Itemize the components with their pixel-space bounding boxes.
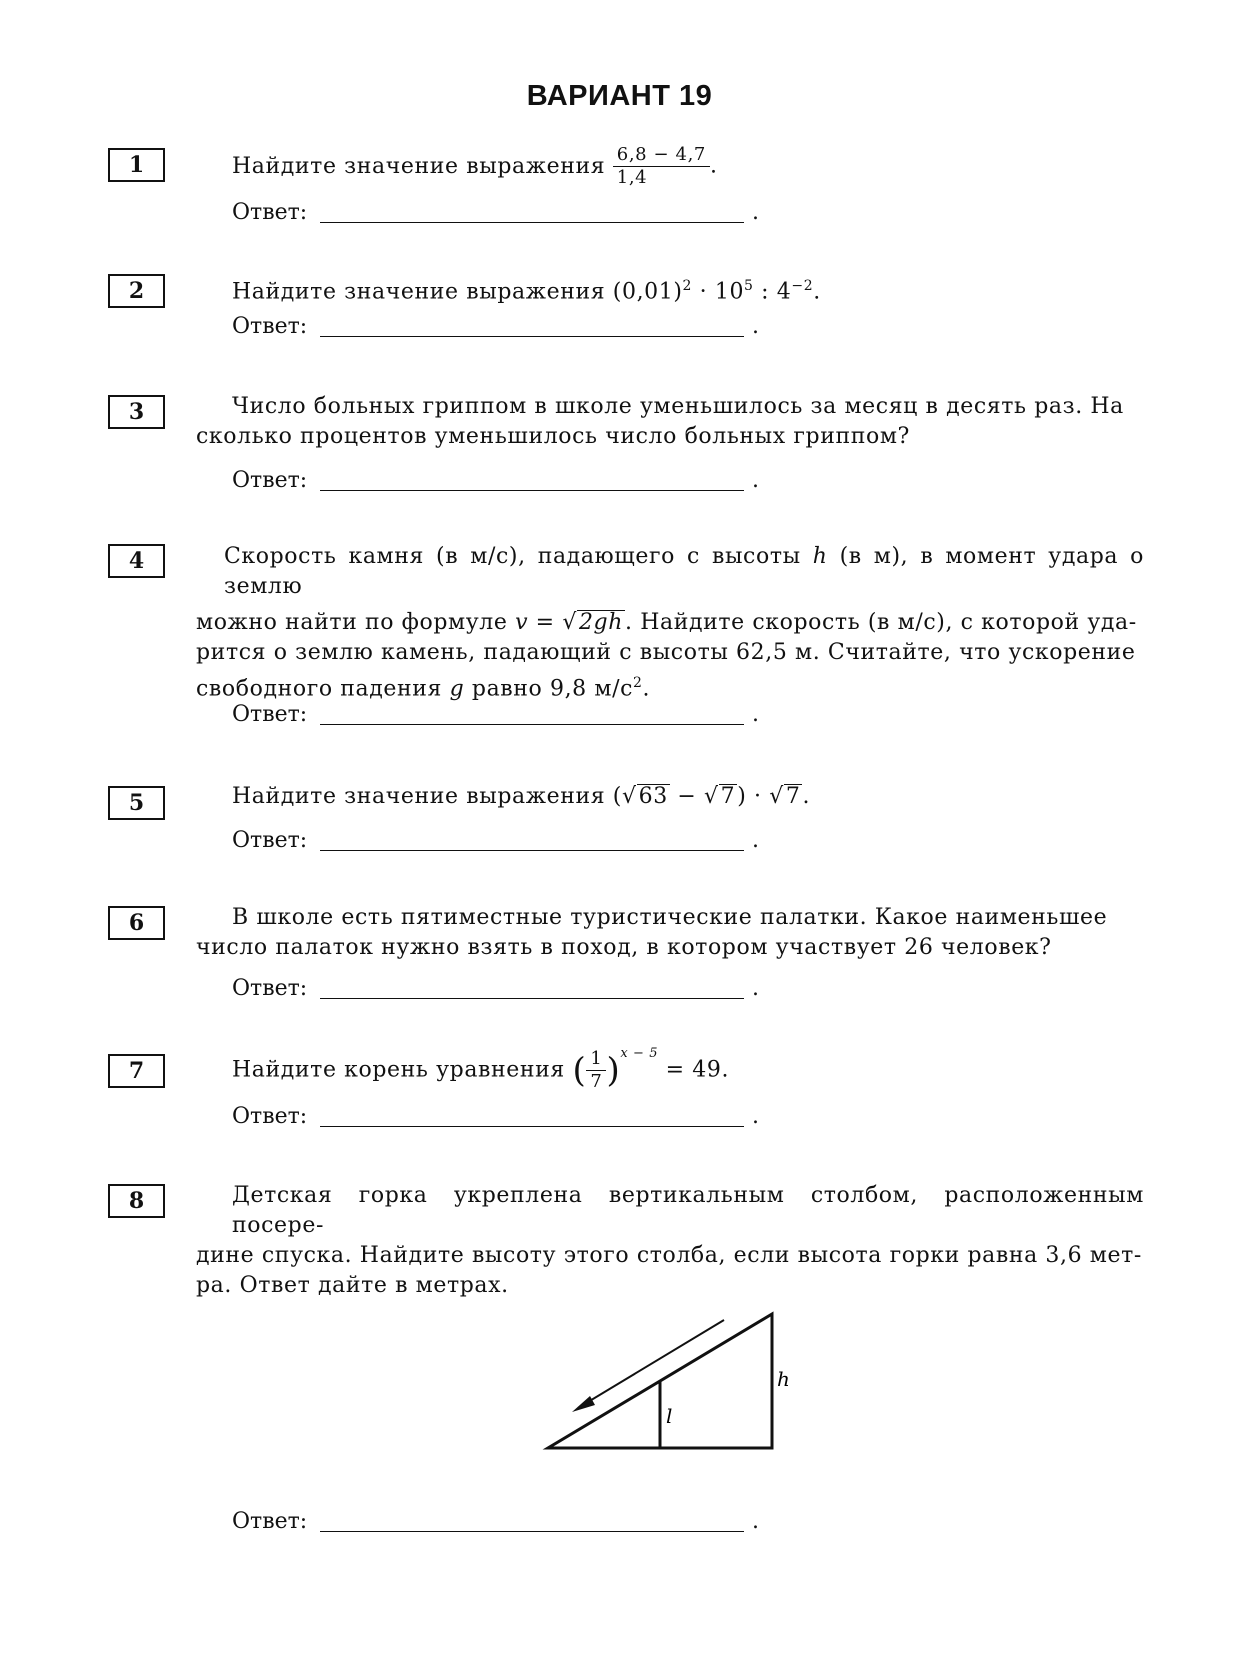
text-line: рится о землю камень, падающий с высоты 62,5 м. Считайте, что ускорение <box>196 640 1136 665</box>
exponent: 2 <box>682 278 693 294</box>
answer-end: . <box>752 1104 759 1129</box>
fraction <box>586 1048 606 1093</box>
answer-label: Ответ: <box>232 828 308 853</box>
task-number: 5 <box>108 786 165 820</box>
answer-end: . <box>752 828 759 853</box>
task-2-part: · 10 <box>692 279 745 305</box>
text-line <box>196 1181 1144 1241</box>
task-5-part: ) · <box>737 784 770 809</box>
text-line-1: Число больных гриппом в школе уменьшилось за месяц в десять раз. На <box>232 394 1124 419</box>
exponent: 5 <box>744 278 754 294</box>
task-number: 3 <box>108 395 165 429</box>
task-number: 4 <box>108 544 165 578</box>
text-line-2: число палаток нужно взять в поход, в котором участвует 26 человек? <box>196 935 1052 960</box>
task-3-text <box>196 392 1144 452</box>
direction-arrow-line <box>578 1320 724 1408</box>
text-line <box>196 903 1144 933</box>
answer-label: Ответ: <box>232 468 308 493</box>
task-8-text <box>196 1181 1144 1301</box>
task-4-text <box>196 542 1144 704</box>
answer-end: . <box>752 976 759 1001</box>
answer-field[interactable] <box>320 1531 744 1532</box>
task-2-prompt: Найдите значение выражения (0,01) <box>232 279 683 305</box>
fraction <box>613 144 710 189</box>
text-part: (в м), в момент удара о землю <box>224 544 1145 599</box>
answer-row <box>232 700 759 730</box>
answer-field[interactable] <box>320 1126 744 1127</box>
text-line-2: сколько процентов уменьшилось число больных гриппом? <box>196 424 910 449</box>
answer-row <box>232 1102 759 1132</box>
answer-label: Ответ: <box>232 702 308 727</box>
task-7-text <box>196 1045 1144 1093</box>
text-part: . Найдите скорость (в м/с), с которой уда- <box>625 610 1137 635</box>
answer-label: Ответ: <box>232 1104 308 1129</box>
task-number: 6 <box>108 906 165 940</box>
radicand: 7 <box>720 784 736 809</box>
text-line <box>196 668 1144 704</box>
fraction-numerator: 1 <box>586 1048 606 1071</box>
exponent: 2 <box>633 675 643 691</box>
arrow-head-icon <box>572 1396 595 1412</box>
answer-field[interactable] <box>320 998 744 999</box>
text-part: равно 9,8 м/с <box>464 676 634 702</box>
task-1-tail: . <box>709 153 718 179</box>
task-number: 7 <box>108 1054 165 1088</box>
text-part: Скорость камня (в м/с), падающего с высоты <box>224 544 813 569</box>
task-6-text <box>196 903 1144 963</box>
text-part: свободного падения <box>196 676 450 702</box>
label-h: h <box>777 1367 790 1391</box>
text-part: . <box>642 676 651 702</box>
answer-label: Ответ: <box>232 314 308 339</box>
answer-end: . <box>752 314 759 339</box>
answer-label: Ответ: <box>232 976 308 1001</box>
fraction-denominator: 7 <box>590 1071 603 1092</box>
fraction-numerator: 6,8 − 4,7 <box>613 144 710 167</box>
variable-v: v <box>515 610 529 635</box>
exponent: x − 5 <box>620 1045 659 1061</box>
answer-field[interactable] <box>320 336 744 337</box>
answer-end: . <box>752 1509 759 1534</box>
answer-end: . <box>752 200 759 225</box>
page-title: ВАРИАНТ 19 <box>526 80 713 112</box>
radicand: 2gh <box>578 610 624 635</box>
answer-row <box>232 826 759 856</box>
task-5-expression: Найдите значение выражения (√63 − √7) · √7. <box>232 784 811 809</box>
task-2-text <box>196 271 1144 307</box>
answer-row <box>232 312 759 342</box>
text-part: = <box>528 610 563 635</box>
task-number: 1 <box>108 148 165 182</box>
label-l: l <box>666 1404 673 1428</box>
task-2-part: : 4 <box>753 279 792 305</box>
task-7-prompt: Найдите корень уравнения <box>232 1057 565 1083</box>
task-2-expression <box>196 271 821 307</box>
answer-field[interactable] <box>320 222 744 223</box>
slide-figure <box>540 1300 800 1460</box>
task-5-text <box>196 782 1144 812</box>
exponent: −2 <box>791 278 814 294</box>
text-line-2: дине спуска. Найдите высоту этого столба, если высота горки равна 3,6 мет- <box>196 1243 1142 1268</box>
task-5-prompt: Найдите значение выражения ( <box>232 784 622 809</box>
paren-open: ( <box>572 1050 587 1091</box>
text-line: можно найти по формуле v = √2gh. Найдите скорость (в м/с), с которой уда- <box>196 610 1137 635</box>
answer-label: Ответ: <box>232 200 308 225</box>
task-5-tail: . <box>802 784 811 809</box>
task-1-prompt: Найдите значение выражения <box>232 153 606 179</box>
text-part: можно найти по формуле <box>196 610 516 635</box>
paren-close: ) <box>606 1050 621 1091</box>
answer-row <box>232 1507 759 1537</box>
task-number: 8 <box>108 1184 165 1218</box>
answer-end: . <box>752 702 759 727</box>
answer-row <box>232 974 759 1004</box>
answer-field[interactable] <box>320 490 744 491</box>
radicand: 63 <box>638 784 668 809</box>
task-7-equation <box>196 1045 730 1093</box>
task-7-tail: = 49. <box>665 1057 730 1083</box>
answer-row <box>232 198 759 228</box>
text-line <box>196 542 1144 602</box>
variable-h: h <box>812 544 828 569</box>
task-5-part: − <box>669 784 705 809</box>
variable-g: g <box>449 676 465 702</box>
radicand: 7 <box>785 784 801 809</box>
answer-row <box>232 466 759 496</box>
answer-field[interactable] <box>320 724 744 725</box>
text-line-3: ра. Ответ дайте в метрах. <box>196 1273 509 1298</box>
answer-end: . <box>752 468 759 493</box>
task-2-tail: . <box>813 279 821 305</box>
answer-label: Ответ: <box>232 1509 308 1534</box>
fraction-denominator: 1,4 <box>616 167 648 188</box>
text-line <box>196 392 1144 422</box>
task-1-text <box>196 144 1144 189</box>
answer-field[interactable] <box>320 850 744 851</box>
text-line-1: Детская горка укреплена вертикальным столбом, расположенным посере- <box>232 1183 1144 1238</box>
task-number: 2 <box>108 274 165 308</box>
text-line-1: В школе есть пятиместные туристические палатки. Какое наименьшее <box>232 905 1108 930</box>
